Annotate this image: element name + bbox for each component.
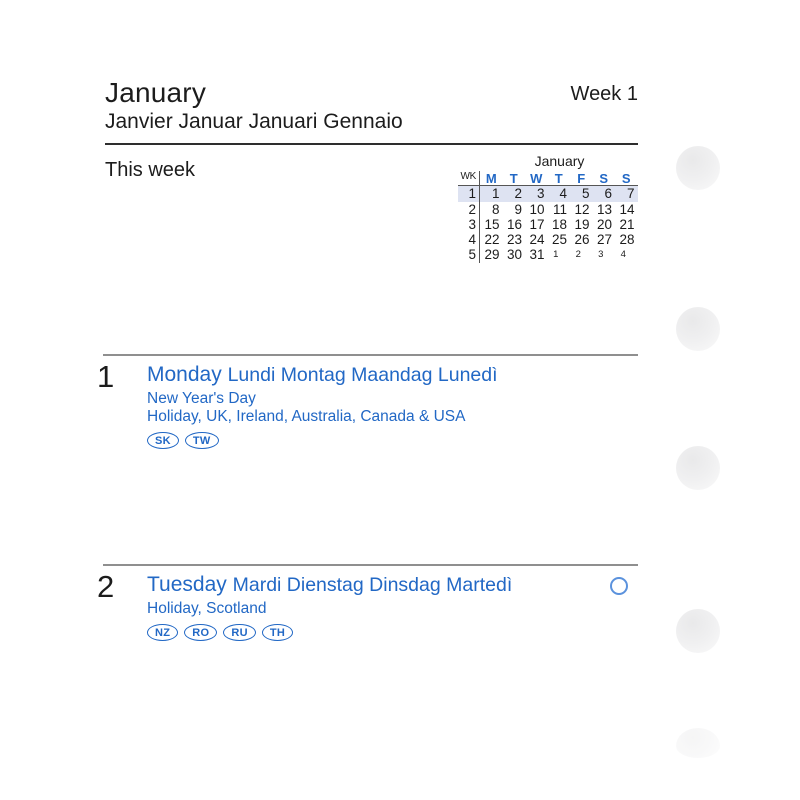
mini-calendar-dow: S (615, 171, 638, 186)
mini-calendar-day: 3 (525, 186, 548, 201)
mini-calendar-day: 17 (529, 216, 545, 232)
mini-calendar-day: 15 (484, 216, 500, 232)
mini-calendar-next-month-day: 2 (575, 249, 581, 261)
day-title (147, 572, 638, 598)
mini-calendar-day: 4 (548, 186, 571, 201)
mini-calendar-next-month-day: 4 (620, 249, 626, 261)
binder-hole (676, 446, 720, 490)
country-badge: TH (262, 624, 293, 641)
country-badge: RU (223, 624, 256, 641)
mini-calendar-day: 14 (619, 201, 635, 217)
mini-calendar-dow: T (503, 171, 526, 186)
mini-calendar-day: 2 (503, 186, 526, 201)
moon-phase-icon (610, 577, 628, 595)
day-entry-monday (97, 354, 638, 449)
mini-calendar-day: 13 (596, 201, 612, 217)
mini-calendar-day: 5 (570, 186, 593, 201)
mini-calendar-day: 22 (484, 232, 500, 248)
date-number: 2 (97, 569, 115, 604)
mini-calendar-next-month-day: 3 (598, 249, 604, 261)
mini-calendar-day: 7 (615, 186, 638, 201)
binder-hole (676, 307, 720, 351)
this-week-label: This week (105, 159, 196, 181)
mini-calendar-day: 11 (552, 201, 567, 217)
day-name-translations: Mardi Dienstag Dinsdag Martedì (232, 574, 513, 596)
mini-calendar-day: 26 (574, 232, 590, 248)
mini-calendar-day: 25 (551, 232, 567, 248)
mini-calendar-day: 21 (619, 216, 635, 232)
mini-calendar-day: 10 (529, 201, 545, 217)
page-header (105, 78, 638, 145)
mini-calendar-dow: S (593, 171, 616, 186)
mini-calendar-grid (458, 171, 639, 263)
mini-calendar-day: 6 (593, 186, 616, 201)
mini-calendar-day: 24 (529, 232, 545, 248)
mini-calendar-day: 28 (619, 232, 635, 248)
binder-hole (676, 609, 720, 653)
country-badge: SK (147, 432, 179, 449)
holiday-note: Holiday, UK, Ireland, Australia, Canada & USA (147, 408, 466, 425)
country-badge: NZ (147, 624, 178, 641)
holiday-note: New Year's Day (147, 390, 256, 407)
mini-calendar-day: 8 (491, 201, 500, 217)
country-badge: TW (185, 432, 219, 449)
country-badges (147, 432, 638, 449)
holiday-note: Holiday, Scotland (147, 600, 267, 617)
mini-calendar-day: 12 (574, 201, 590, 217)
mini-calendar-next-month-day: 1 (553, 249, 559, 261)
day-name-primary: Monday (147, 363, 222, 386)
week-number-label: Week 1 (570, 83, 638, 105)
day-name-primary: Tuesday (147, 573, 227, 596)
mini-calendar-week-number: 2 (458, 202, 480, 217)
mini-calendar-day: 1 (480, 186, 503, 201)
page-subtitle: Janvier Januar Januari Gennaio (105, 110, 403, 133)
page-title: January (105, 77, 207, 108)
binder-hole (676, 728, 720, 758)
mini-calendar-day: 29 (484, 247, 500, 263)
mini-calendar-day: 30 (506, 247, 522, 263)
mini-calendar-dow: F (570, 171, 593, 186)
day-name-translations: Lundi Montag Maandag Lunedì (227, 364, 498, 386)
entry-divider (103, 354, 638, 356)
mini-calendar-day: 19 (574, 216, 590, 232)
mini-calendar-day: 9 (514, 201, 522, 217)
mini-calendar-day: 31 (529, 247, 545, 263)
mini-calendar-day: 23 (506, 232, 522, 248)
day-entry-tuesday (97, 564, 638, 641)
date-number: 1 (97, 359, 115, 394)
mini-calendar-week-number: 3 (458, 217, 480, 232)
country-badges (147, 624, 638, 641)
mini-calendar-week-number: 1 (458, 186, 480, 201)
mini-calendar-dow: M (480, 171, 503, 186)
mini-calendar-week-number: 5 (458, 247, 480, 262)
mini-calendar-day: 20 (596, 216, 612, 232)
mini-calendar-day: 18 (551, 216, 567, 232)
day-title (147, 362, 638, 388)
entry-divider (103, 564, 638, 566)
country-badge: RO (184, 624, 217, 641)
mini-calendar-dow: T (548, 171, 571, 186)
binder-hole (676, 146, 720, 190)
mini-calendar-wk-header: WK (458, 171, 480, 186)
mini-calendar-day: 16 (506, 216, 522, 232)
mini-calendar-day: 27 (596, 232, 612, 248)
mini-calendar-dow: W (525, 171, 548, 186)
mini-month-calendar (458, 153, 639, 263)
mini-calendar-week-number: 4 (458, 232, 480, 247)
mini-calendar-month-title: January (534, 153, 585, 169)
